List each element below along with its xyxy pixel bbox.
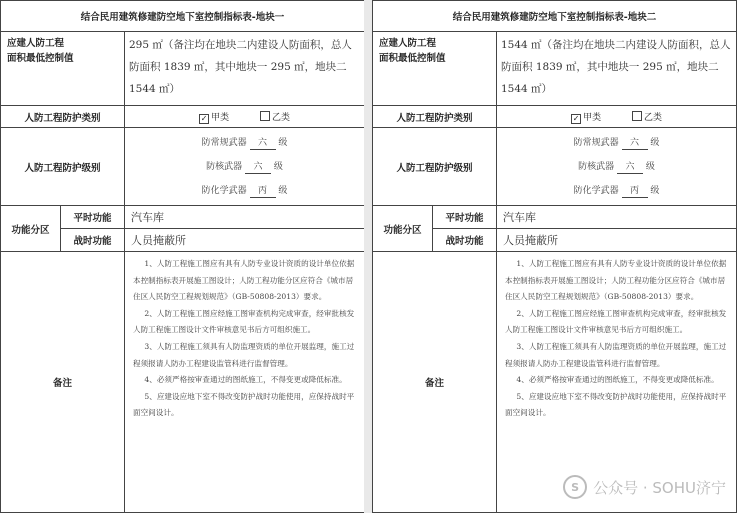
note-item: 3、人防工程施工须具有人防监理资质的单位开展监理，施工过程须报请人防办工程建设监管科进行监督管理。 — [505, 341, 727, 368]
grade-nuclear: 防核武器 六 级 — [578, 161, 655, 172]
peace-value: 汽车库 — [125, 206, 365, 229]
control-table — [0, 0, 365, 513]
war-label: 战时功能 — [433, 229, 497, 252]
notes-content — [497, 252, 737, 513]
grade-chemical: 防化学武器 丙 级 — [201, 185, 288, 196]
grade-values — [497, 128, 737, 206]
peace-label: 平时功能 — [61, 206, 125, 229]
note-item: 4、必须严格按审查通过的图纸施工，不得变更或降低标准。 — [516, 375, 719, 385]
note-item: 5、应建设应地下室不得改变防护战时功能使用，应保持战时平面空间设计。 — [505, 391, 727, 418]
option-a[interactable]: ✓ 甲类 — [200, 112, 230, 123]
protect-type-label: 人防工程防护类别 — [1, 106, 125, 128]
checkbox-empty-icon[interactable] — [260, 111, 270, 121]
checkbox-checked-icon[interactable]: ✓ — [200, 113, 208, 123]
option-a[interactable]: ✓ 甲类 — [572, 112, 602, 123]
option-b[interactable]: 乙类 — [260, 113, 290, 123]
note-item: 1、人防工程施工图应有具有人防专业设计资质的设计单位依据本控制指标表开展施工图设计；人防工程功能分区应符合《城市居住区人民防空工程规划规范》（GB-50808-2013）要求。 — [133, 259, 355, 302]
watermark-text: 公众号 · SOHU济宁 — [593, 478, 726, 497]
grade-conventional: 防常规武器 六 级 — [201, 137, 288, 148]
peace-value: 汽车库 — [497, 206, 737, 229]
sohu-logo-icon: S — [563, 475, 587, 499]
control-table — [372, 0, 737, 513]
peace-label: 平时功能 — [433, 206, 497, 229]
checkbox-empty-icon[interactable] — [632, 111, 642, 121]
grade-nuclear: 防核武器 六 级 — [206, 161, 283, 172]
note-item: 2、人防工程施工图应经施工图审查机构完成审查，经审批核发人防工程施工图设计文件审核意见书后方可组织施工。 — [505, 308, 727, 335]
divider — [364, 0, 372, 513]
grade-conventional: 防常规武器 六 级 — [573, 137, 660, 148]
area-label: 应建人防工程 面积最低控制值 — [373, 32, 497, 106]
control-table-plot-1 — [0, 0, 364, 513]
notes-content — [125, 252, 365, 513]
control-table-plot-2 — [372, 0, 736, 513]
note-item: 3、人防工程施工须具有人防监理资质的单位开展监理，施工过程须报请人防办工程建设监管科进行监督管理。 — [133, 341, 355, 368]
notes-label: 备注 — [1, 252, 125, 513]
grade-label: 人防工程防护级别 — [1, 128, 125, 206]
grade-chemical: 防化学武器 丙 级 — [573, 185, 660, 196]
watermark — [563, 475, 726, 499]
table-title: 结合民用建筑修建防空地下室控制指标表-地块一 — [1, 1, 365, 32]
grade-values — [125, 128, 365, 206]
protect-type-options — [125, 106, 365, 128]
war-value: 人员掩蔽所 — [125, 229, 365, 252]
war-label: 战时功能 — [61, 229, 125, 252]
area-value: 295 ㎡（备注均在地块二内建设人防面积，总人防面积 1839 ㎡，其中地块一 295 ㎡，地块二 1544 ㎡） — [125, 32, 365, 106]
func-label: 功能分区 — [373, 206, 433, 252]
grade-label: 人防工程防护级别 — [373, 128, 497, 206]
area-label: 应建人防工程 面积最低控制值 — [1, 32, 125, 106]
option-b[interactable]: 乙类 — [632, 113, 662, 123]
checkbox-checked-icon[interactable]: ✓ — [572, 113, 580, 123]
war-value: 人员掩蔽所 — [497, 229, 737, 252]
protect-type-label: 人防工程防护类别 — [373, 106, 497, 128]
table-title: 结合民用建筑修建防空地下室控制指标表-地块二 — [373, 1, 737, 32]
area-value: 1544 ㎡（备注均在地块二内建设人防面积，总人防面积 1839 ㎡，其中地块一 295 ㎡，地块二 1544 ㎡） — [497, 32, 737, 106]
note-item: 4、必须严格按审查通过的图纸施工，不得变更或降低标准。 — [144, 375, 347, 385]
func-label: 功能分区 — [1, 206, 61, 252]
note-item: 1、人防工程施工图应有具有人防专业设计资质的设计单位依据本控制指标表开展施工图设计；人防工程功能分区应符合《城市居住区人民防空工程规划规范》（GB-50808-2013）要求。 — [505, 259, 727, 302]
note-item: 2、人防工程施工图应经施工图审查机构完成审查，经审批核发人防工程施工图设计文件审核意见书后方可组织施工。 — [133, 308, 355, 335]
protect-type-options — [497, 106, 737, 128]
note-item: 5、应建设应地下室不得改变防护战时功能使用，应保持战时平面空间设计。 — [133, 391, 355, 418]
notes-label: 备注 — [373, 252, 497, 513]
